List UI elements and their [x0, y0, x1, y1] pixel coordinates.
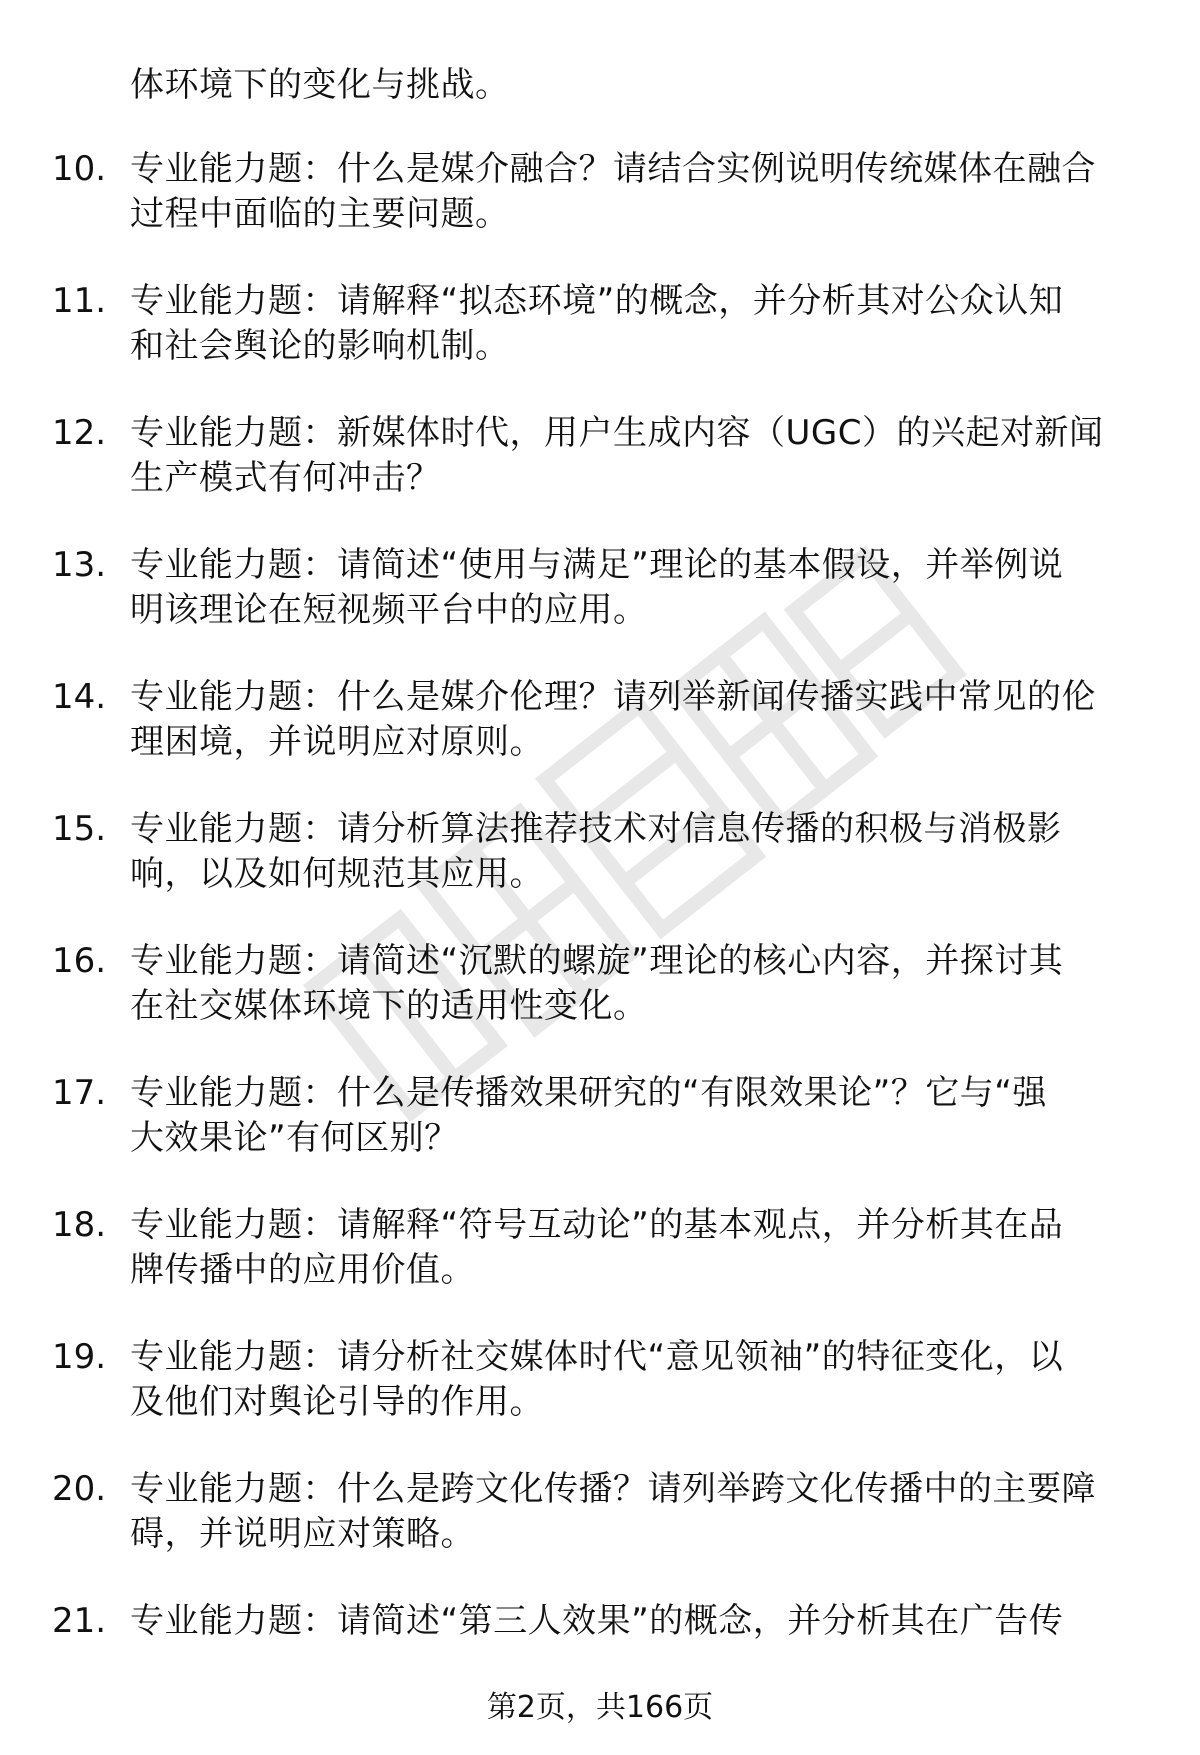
question-text-line1: 专业能力题：请简述“第三人效果”的概念，并分析其在广告传 — [130, 1601, 1064, 1641]
question-item-10 — [0, 144, 1200, 276]
question-item-18 — [0, 1200, 1200, 1332]
question-text-line1: 专业能力题：什么是媒介融合？请结合实例说明传统媒体在融合 — [130, 149, 1096, 189]
question-number: 11. — [52, 281, 107, 321]
question-number: 16. — [52, 941, 107, 981]
question-list — [0, 144, 1200, 1728]
question-text-line2: 碍，并说明应对策略。 — [130, 1514, 475, 1554]
question-number: 18. — [52, 1205, 107, 1245]
question-number: 13. — [52, 545, 107, 585]
question-text-line2: 生产模式有何冲击？ — [130, 458, 441, 498]
question-text-line2: 及他们对舆论引导的作用。 — [130, 1382, 544, 1422]
continuation-line: 体环境下的变化与挑战。 — [130, 65, 510, 105]
question-number: 12. — [52, 413, 107, 453]
question-text-line1: 专业能力题：什么是传播效果研究的“有限效果论”？它与“强 — [130, 1073, 1047, 1113]
question-text-line2: 大效果论”有何区别？ — [130, 1118, 459, 1158]
question-text-line2: 和社会舆论的影响机制。 — [130, 326, 510, 366]
question-number: 19. — [52, 1337, 107, 1377]
question-text-line1: 专业能力题：请解释“拟态环境”的概念，并分析其对公众认知 — [130, 281, 1064, 321]
question-item-15 — [0, 804, 1200, 936]
question-text-line2: 响，以及如何规范其应用。 — [130, 854, 544, 894]
question-number: 15. — [52, 809, 107, 849]
question-item-12 — [0, 408, 1200, 540]
question-text-line1: 专业能力题：请分析社交媒体时代“意见领袖”的特征变化，以 — [130, 1337, 1064, 1377]
question-item-11 — [0, 276, 1200, 408]
question-text-line2: 过程中面临的主要问题。 — [130, 194, 510, 234]
question-item-16 — [0, 936, 1200, 1068]
question-item-13 — [0, 540, 1200, 672]
question-number: 20. — [52, 1469, 107, 1509]
question-text-line2: 在社交媒体环境下的适用性变化。 — [130, 986, 648, 1026]
question-number: 14. — [52, 677, 107, 717]
question-text-line1: 专业能力题：请简述“使用与满足”理论的基本假设，并举例说 — [130, 545, 1064, 585]
question-text-line1: 专业能力题：请解释“符号互动论”的基本观点，并分析其在品 — [130, 1205, 1064, 1245]
question-number: 21. — [52, 1601, 107, 1641]
question-text-line1: 专业能力题：新媒体时代，用户生成内容（UGC）的兴起对新闻 — [130, 413, 1104, 453]
page-footer: 第2页，共166页 — [486, 1690, 714, 1725]
question-item-19 — [0, 1332, 1200, 1464]
question-item-17 — [0, 1068, 1200, 1200]
question-number: 10. — [52, 149, 107, 189]
question-text-line1: 专业能力题：请简述“沉默的螺旋”理论的核心内容，并探讨其 — [130, 941, 1064, 981]
question-text-line2: 牌传播中的应用价值。 — [130, 1250, 475, 1290]
question-text-line2: 明该理论在短视频平台中的应用。 — [130, 590, 648, 630]
question-text-line1: 专业能力题：什么是跨文化传播？请列举跨文化传播中的主要障 — [130, 1469, 1096, 1509]
question-item-14 — [0, 672, 1200, 804]
question-text-line1: 专业能力题：请分析算法推荐技术对信息传播的积极与消极影 — [130, 809, 1062, 849]
question-text-line2: 理困境，并说明应对原则。 — [130, 722, 544, 762]
question-text-line1: 专业能力题：什么是媒介伦理？请列举新闻传播实践中常见的伦 — [130, 677, 1096, 717]
question-item-20 — [0, 1464, 1200, 1596]
question-number: 17. — [52, 1073, 107, 1113]
